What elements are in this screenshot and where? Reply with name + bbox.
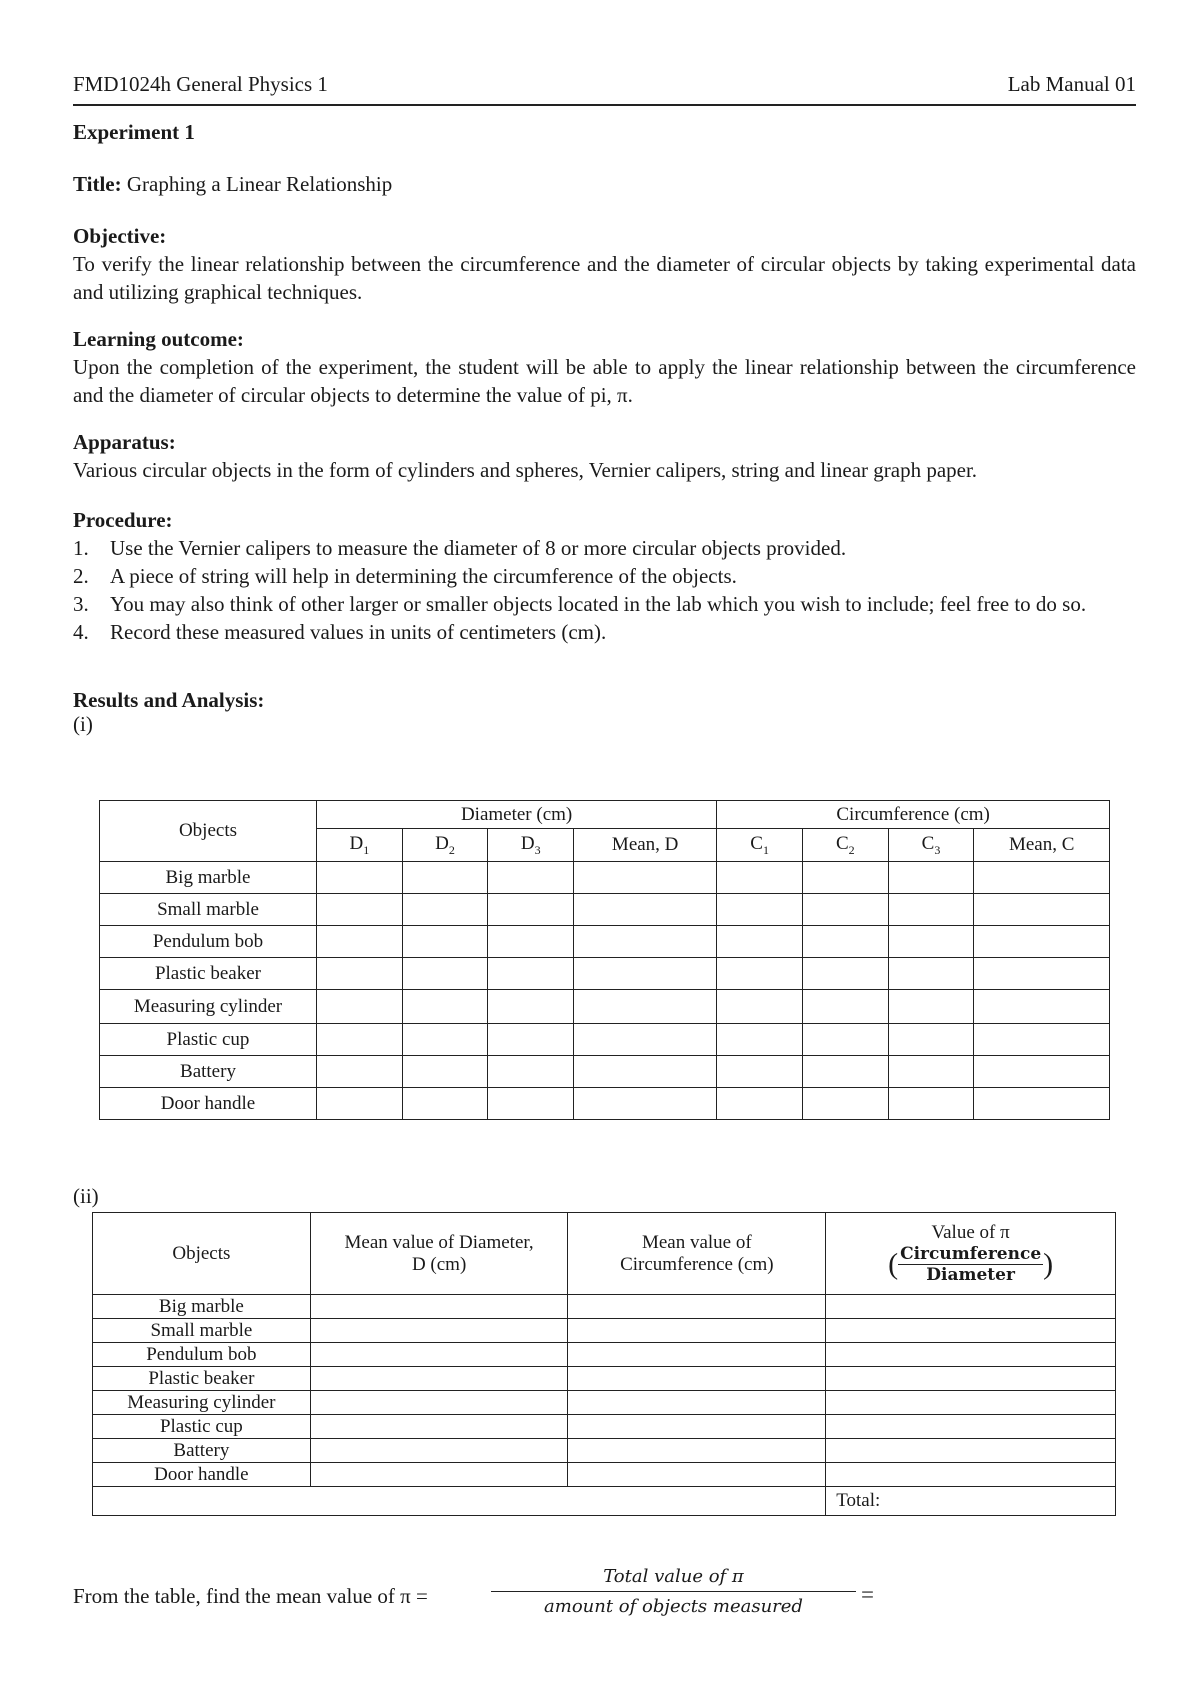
blank-cell (826, 1343, 1116, 1367)
blank-cell (402, 894, 488, 926)
table-row (100, 990, 1110, 1024)
procedure-heading: Procedure: (73, 508, 173, 532)
blank-cell (717, 958, 803, 990)
learning-outcome-heading: Learning outcome: (73, 327, 244, 351)
blank-cell (802, 1056, 888, 1088)
blank-cell (802, 862, 888, 894)
mean-pi-formula (73, 1562, 1136, 1632)
blank-cell (888, 1088, 974, 1120)
blank-cell (488, 1088, 574, 1120)
blank-cell (802, 926, 888, 958)
pi-table (92, 1212, 1116, 1516)
course-code: FMD1024h General Physics 1 (73, 72, 328, 96)
blank-cell (574, 1088, 717, 1120)
table-row (100, 1088, 1110, 1120)
apparatus-text: Various circular objects in the form of cylinders and spheres, Vernier calipers, string and linear graph paper. (73, 458, 978, 482)
blank-cell (826, 1439, 1116, 1463)
blank-cell (888, 862, 974, 894)
part-i-label: (i) (73, 712, 93, 736)
blank-cell (488, 1024, 574, 1056)
t2-mean-d-header: Mean value of Diameter, D (cm) (310, 1213, 568, 1295)
blank-cell (717, 1024, 803, 1056)
procedure-step: 4. Record these measured values in units of centimeters (cm). (73, 620, 607, 644)
blank-cell (568, 1391, 826, 1415)
blank-cell (316, 926, 402, 958)
blank-cell (316, 990, 402, 1024)
table-row (93, 1439, 1116, 1463)
object-name: Battery (100, 1056, 317, 1088)
procedure-step: 3. You may also think of other larger or smaller objects located in the lab which you wish to include; feel free to do so. (73, 592, 1087, 616)
blank-cell (802, 894, 888, 926)
blank-cell (826, 1295, 1116, 1319)
c3-header: $C_3$ (888, 829, 974, 862)
blank-cell (310, 1295, 568, 1319)
table-row (100, 1056, 1110, 1088)
total-label: Total: (826, 1487, 1116, 1516)
blank-cell (316, 862, 402, 894)
blank-cell (574, 926, 717, 958)
mean-d-header: Mean, D (574, 829, 717, 862)
table-row (93, 1319, 1116, 1343)
table-row (93, 1463, 1116, 1487)
t2-objects-header: Objects (93, 1213, 311, 1295)
blank-cell (888, 926, 974, 958)
blank-cell (574, 862, 717, 894)
objective-section (73, 222, 1136, 306)
blank-cell (974, 862, 1110, 894)
blank-cell (402, 1056, 488, 1088)
blank-cell (974, 1056, 1110, 1088)
formula-fraction (491, 1566, 856, 1617)
formula-equals: = (861, 1582, 874, 1607)
table-row (100, 862, 1110, 894)
manual-number: Lab Manual 01 (1007, 72, 1136, 96)
blank-cell (316, 894, 402, 926)
blank-cell (568, 1415, 826, 1439)
d1-header: $D_1$ (316, 829, 402, 862)
experiment-heading: Experiment 1 (73, 120, 195, 144)
learning-outcome-text: Upon the completion of the experiment, the student will be able to apply the linear relationship between the circumference and the diameter of circular objects to determine the value of pi, π. (73, 355, 1136, 407)
blank-cell (488, 926, 574, 958)
procedure-section (73, 506, 1136, 646)
blank-cell (717, 894, 803, 926)
blank-cell (717, 926, 803, 958)
blank-cell (974, 990, 1110, 1024)
blank-cell (888, 894, 974, 926)
blank-cell (316, 1088, 402, 1120)
object-name: Small marble (100, 894, 317, 926)
blank-cell (488, 958, 574, 990)
object-name: Pendulum bob (93, 1343, 311, 1367)
blank-cell (402, 958, 488, 990)
table-row (93, 1295, 1116, 1319)
blank-cell (826, 1367, 1116, 1391)
title-label: Title: (73, 172, 122, 196)
blank-cell (826, 1415, 1116, 1439)
blank-cell (574, 1024, 717, 1056)
blank-cell (568, 1439, 826, 1463)
learning-outcome-section (73, 325, 1136, 409)
blank-cell (488, 862, 574, 894)
blank-cell (316, 958, 402, 990)
blank-cell (974, 926, 1110, 958)
object-name: Plastic cup (100, 1024, 317, 1056)
object-name: Door handle (100, 1088, 317, 1120)
apparatus-section (73, 428, 1136, 484)
object-name: Measuring cylinder (100, 990, 317, 1024)
blank-cell (802, 1024, 888, 1056)
object-name: Small marble (93, 1319, 311, 1343)
blank-cell (310, 1343, 568, 1367)
blank-cell (310, 1367, 568, 1391)
blank-cell (310, 1463, 568, 1487)
blank-cell (888, 958, 974, 990)
blank-cell (802, 1088, 888, 1120)
blank-cell (574, 1056, 717, 1088)
measurement-table (99, 800, 1110, 1120)
procedure-step: 1. Use the Vernier calipers to measure the diameter of 8 or more circular objects provided. (73, 536, 847, 560)
objective-text: To verify the linear relationship between the circumference and the diameter of circular objects by taking experimental data and utilizing graphical techniques. (73, 252, 1136, 304)
object-name: Measuring cylinder (93, 1391, 311, 1415)
blank-cell (310, 1319, 568, 1343)
blank-cell (717, 990, 803, 1024)
blank-cell (488, 894, 574, 926)
blank-cell (717, 1056, 803, 1088)
table-row (93, 1367, 1116, 1391)
results-heading: Results and Analysis: (73, 688, 265, 712)
object-name: Pendulum bob (100, 926, 317, 958)
formula-lead: From the table, find the mean value of π = (73, 1584, 428, 1608)
blank-cell (316, 1024, 402, 1056)
title-line (73, 170, 1136, 198)
apparatus-heading: Apparatus: (73, 430, 176, 454)
blank-cell (488, 990, 574, 1024)
blank-cell (574, 990, 717, 1024)
table-row (93, 1343, 1116, 1367)
diameter-header: Diameter (cm) (316, 801, 716, 829)
table-row (93, 1391, 1116, 1415)
procedure-step: 2. A piece of string will help in determining the circumference of the objects. (73, 564, 737, 588)
blank-cell (802, 958, 888, 990)
blank-cell (974, 1088, 1110, 1120)
blank-cell (574, 958, 717, 990)
blank-cell (826, 1391, 1116, 1415)
object-name: Door handle (93, 1463, 311, 1487)
total-spacer (93, 1487, 826, 1516)
blank-cell (488, 1056, 574, 1088)
part-ii-label: (ii) (73, 1184, 99, 1208)
blank-cell (568, 1295, 826, 1319)
c1-header: $C_1$ (717, 829, 803, 862)
blank-cell (826, 1463, 1116, 1487)
blank-cell (402, 862, 488, 894)
header-divider (73, 104, 1136, 106)
blank-cell (826, 1319, 1116, 1343)
blank-cell (974, 894, 1110, 926)
object-name: Big marble (93, 1295, 311, 1319)
blank-cell (402, 1088, 488, 1120)
table-row (100, 926, 1110, 958)
object-name: Battery (93, 1439, 311, 1463)
objective-heading: Objective: (73, 224, 167, 248)
blank-cell (568, 1463, 826, 1487)
page-header (73, 72, 1136, 97)
blank-cell (402, 926, 488, 958)
blank-cell (402, 1024, 488, 1056)
table-row (100, 894, 1110, 926)
blank-cell (316, 1056, 402, 1088)
blank-cell (974, 958, 1110, 990)
blank-cell (310, 1415, 568, 1439)
object-name: Big marble (100, 862, 317, 894)
blank-cell (888, 1024, 974, 1056)
blank-cell (717, 1088, 803, 1120)
mean-c-header: Mean, C (974, 829, 1110, 862)
blank-cell (310, 1439, 568, 1463)
objects-header: Objects (100, 801, 317, 862)
blank-cell (568, 1319, 826, 1343)
formula-denominator: amount of objects measured (544, 1596, 803, 1617)
object-name: Plastic cup (93, 1415, 311, 1439)
object-name: Plastic beaker (100, 958, 317, 990)
blank-cell (888, 1056, 974, 1088)
table-row (100, 958, 1110, 990)
blank-cell (717, 862, 803, 894)
t2-pi-header: Value of π ( $\frac{\text{Circumference}}{\text{Diameter}}$ ) (826, 1213, 1116, 1295)
title-text: Graphing a Linear Relationship (121, 172, 393, 196)
blank-cell (574, 894, 717, 926)
procedure-list (73, 534, 1136, 646)
blank-cell (568, 1367, 826, 1391)
table-row (93, 1415, 1116, 1439)
t2-mean-c-header: Mean value of Circumference (cm) (568, 1213, 826, 1295)
blank-cell (402, 990, 488, 1024)
blank-cell (802, 990, 888, 1024)
circumference-header: Circumference (cm) (717, 801, 1110, 829)
blank-cell (888, 990, 974, 1024)
d3-header: $D_3$ (488, 829, 574, 862)
blank-cell (568, 1343, 826, 1367)
blank-cell (310, 1391, 568, 1415)
formula-numerator: Total value of π (491, 1566, 856, 1592)
table-row (100, 1024, 1110, 1056)
c2-header: $C_2$ (802, 829, 888, 862)
object-name: Plastic beaker (93, 1367, 311, 1391)
d2-header: $D_2$ (402, 829, 488, 862)
blank-cell (974, 1024, 1110, 1056)
